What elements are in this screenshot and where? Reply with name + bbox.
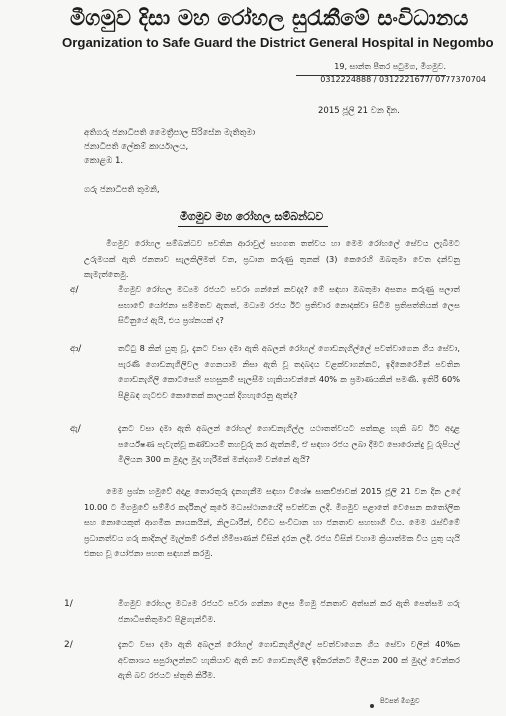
subject-underline [178,226,328,227]
recipient-line: කොළඹ 1. [84,156,124,166]
recipient-line: අතිගරු ජනාධිපති මෛත්‍රීපාල සිරිසේන මැතිතුමා [84,128,256,138]
resolution-text: මීගමුව රෝහල මධ්‍යම රජයට පවරා ගන්නා ලෙස මීගමු ජනතාව අත්සන් කර ඇති පෙත්සම ගරු ජනාධිපතිතුමාට පිළිගැන්වීම. [118,598,460,624]
question-text: මීගමුව රෝහල මධ්‍යම රජයට පවරා ගන්නේ කවදාද? මේ සඳහා ඔබතුමා අසත්‍ය කරුණු පලාත් සභාවේ යෝජනා සම්මතව ඇතත්, මධ්‍යම රජය ඊට ප්‍රතිචාර නොදක්වා සිටීම ප්‍රතිපත්තියක් ලෙස සිටිනුයේ ඇයි, එය ප්‍රශ්නයක් ද? [118,284,460,325]
question-text: තට්ටු 8 කින් යුතු වූ, දැනට වසා දමා ඇති අබලන් රෝහල් ගොඩනැගිල්ලේ පවත්වාගෙන ගිය සේවා, පැරණි ගොඩනැගිලිවල ගෙනයාම නිසා ඇති වූ තදබදය වළක්වාගන්නට, ඉදිකෙරෙමින් පවතින ගොඩනැගිලි කොටසෙහි පහසුකම් සැලසීම හැකියාවන්නේ 40% ක ප්‍රමාණයකින් පමණි. ඉතිරි 60% පිළිබඳ ගැටළුව කොතෙක් කාලයක් දිගහැරෙනු ඇත්ද? [118,343,460,400]
letterhead-phones: 0312224888 / 0312221677/ 0777370704 [320,75,486,84]
question-number: අ/ [70,285,79,295]
recipient-line: ජනාධිපති ලේකම් කාර්යාලය, [84,142,189,152]
letter-date: 2015 ජූලි 21 වන දින. [318,106,400,116]
recipient-block [84,126,255,168]
letterhead-title-sinhala: මීගමුව දිසා මහ රෝහල සුරැකීමේ සංවිධානය [70,6,469,30]
copy-to-note: පිටපත් මීගමුව [380,697,420,705]
body-paragraph: මෙම ප්‍රශ්න හමුවේ අදාළ තොරතුරු දැනගැනීම සඳහා විශේෂ සාකච්ඡාවක් 2015 ජූලි 21 වන දින උදේ 10.00 ට මීගමුවේ සම්මිර කර්දිනල් කුරේ මධ්‍යස්ථානයේදී පවත්වන ලදී. මීගමුව පළාතේ වෙසෙන කතෝලික සහ නොයෙකුත් ආගමික නායකයින්, නිලධාරීන්, විවිධ සංවිධාන හා ජනතාව සහභාගී විය. මෙම රැස්වීමේ ප්‍රධානත්වය ගරු කාදිනල් මැල්කම් රංජිත් හිමිපාණන් විසින් දරන ලදී. රජය විසින් වහාම ක්‍රියාත්මක විය යුතු යැයි එකඟ වූ යෝජනා පහත සඳහන් කරමු. [84,486,460,558]
resolution-text: දැනට වසා දමා ඇති අබලන් රෝහල් ගොඩනැගිල්ලේ පවත්වාගෙන ගිය සේවා වලින් 40%ක අවකාශය සපුරාලන්නට හැකියාව ඇති නව ගොඩනැගිලි ඉදිකරන්නට මිලියන 200 ක් මුදල් වෙන්කර ඇති බව රජයට ස්තුති කිරීම. [118,639,460,680]
question-number: ඇ/ [70,424,81,434]
question-text: දැනට වසා දමා ඇති අබලන් රෝහල් ගොඩනැගිල්ල යථාතත්වයට පත්කළ හැකි බව ඊට අදාළ පර්යේෂණ පැවැත්වූ කණ්ඩායම් තහවුරු කර ඇත්නම්, ඒ සඳහා රජය ලබා දීමට පොරොන්දු වූ රුපියල් මිලියන 300 ක මුදල මුදා හැරීමක් මන්දගාමී වන්නේ ඇයි? [118,423,460,464]
resolution-number: 2/ [64,640,73,650]
bullet-icon [368,695,376,714]
letterhead-address-block [296,60,486,86]
question-number: ආ/ [70,344,82,354]
letterhead-title-english: Organization to Safe Guard the District General Hospital in Negombo [62,35,494,50]
address-rule [296,75,446,76]
subject-heading: මීගමුව මහ රෝහල සම්බන්ධව [180,210,324,223]
letterhead-address: 19, සාන්ත පීතර පටුමග, මීගමුව. [334,62,446,71]
resolution-number: 1/ [64,599,73,609]
intro-paragraph: මීගමුව රෝහල සම්බන්ධව පවතින ආරාවුල් සහගත තත්වය හා මෙම රෝහලේ සේවය ලැබීමට උරුමයක් ඇති ජනතාව සැලකිලිමත් වන, ප්‍රධාන කරුණු තුනක් (3) කෙරෙහි ඔබතුමා වෙත දන්වනු කැමැත්තෙමු. [84,238,460,279]
salutation: ගරු ජනාධිපති තුමනි, [84,185,160,195]
